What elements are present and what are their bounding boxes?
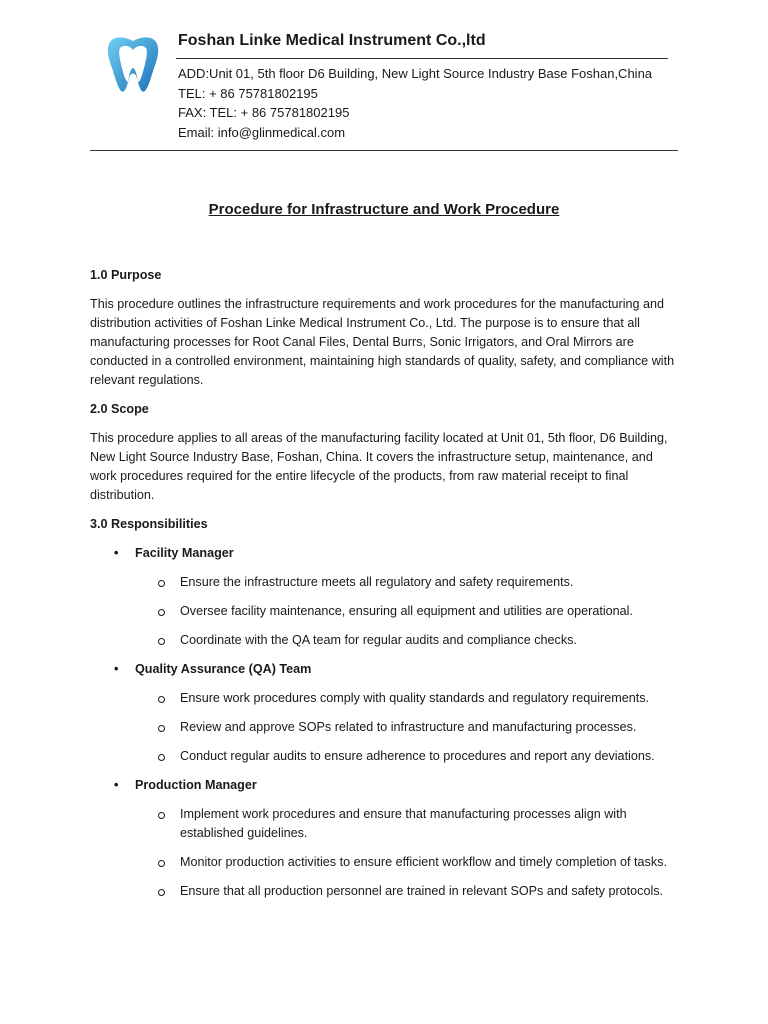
role-item [90,660,680,766]
role-title: Production Manager [135,778,257,792]
role-item [90,776,680,901]
responsibilities-list [90,544,680,901]
role-duties-list [135,573,680,650]
company-tel: TEL: + 86 75781802195 [178,85,318,101]
section-text-scope: This procedure applies to all areas of the manufacturing facility located at Unit 01, 5th floor, D6 Building, New Light Source Industry Base, Foshan, China. It covers the infrastructure setup, maintenance, and work procedures required for the entire lifecycle of the products, from raw material receipt to final distribution. [90,431,668,502]
company-fax: FAX: TEL: + 86 75781802195 [178,105,350,120]
document-body [90,266,680,911]
tooth-logo-icon [104,34,162,94]
section-heading-responsibilities: 3.0 Responsibilities [90,517,208,531]
duty-item: Oversee facility maintenance, ensuring all equipment and utilities are operational. [135,602,680,621]
role-duties-list [135,805,680,901]
duty-item: Coordinate with the QA team for regular audits and compliance checks. [135,631,680,650]
duty-item: Ensure work procedures comply with quality standards and regulatory requirements. [135,689,680,708]
duty-item: Monitor production activities to ensure efficient workflow and timely completion of tasks. [135,853,680,872]
header-divider [176,58,668,59]
role-title: Quality Assurance (QA) Team [135,662,312,676]
role-item [90,544,680,650]
section-text-purpose: This procedure outlines the infrastructure requirements and work procedures for the manufacturing and distribution activities of Foshan Linke Medical Instrument Co., Ltd. The purpose is to ensure that all manufacturing processes for Root Canal Files, Dental Burrs, Sonic Irrigators, and Oral Mirrors are conducted in a controlled environment, maintaining high standards of quality, safety, and compliance with relevant regulations. [90,297,675,387]
duty-item: Ensure the infrastructure meets all regulatory and safety requirements. [135,573,680,592]
duty-item: Review and approve SOPs related to infrastructure and manufacturing processes. [135,718,680,737]
duty-item: Implement work procedures and ensure that manufacturing processes align with established guidelines. [135,805,680,843]
role-title: Facility Manager [135,546,234,560]
duty-item: Ensure that all production personnel are trained in relevant SOPs and safety protocols. [135,882,680,901]
duty-item: Conduct regular audits to ensure adherence to procedures and report any deviations. [135,747,680,766]
company-email: Email: info@glinmedical.com [178,124,346,140]
role-duties-list [135,689,680,766]
letterhead-divider [90,150,678,151]
company-name: Foshan Linke Medical Instrument Co.,ltd [178,32,486,49]
document-title: Procedure for Infrastructure and Work Procedure [208,201,560,218]
section-heading-purpose: 1.0 Purpose [90,268,162,282]
section-heading-scope: 2.0 Scope [90,402,149,416]
company-address: ADD:Unit 01, 5th floor D6 Building, New Light Source Industry Base Foshan,China [178,66,653,81]
contact-block [178,64,652,142]
